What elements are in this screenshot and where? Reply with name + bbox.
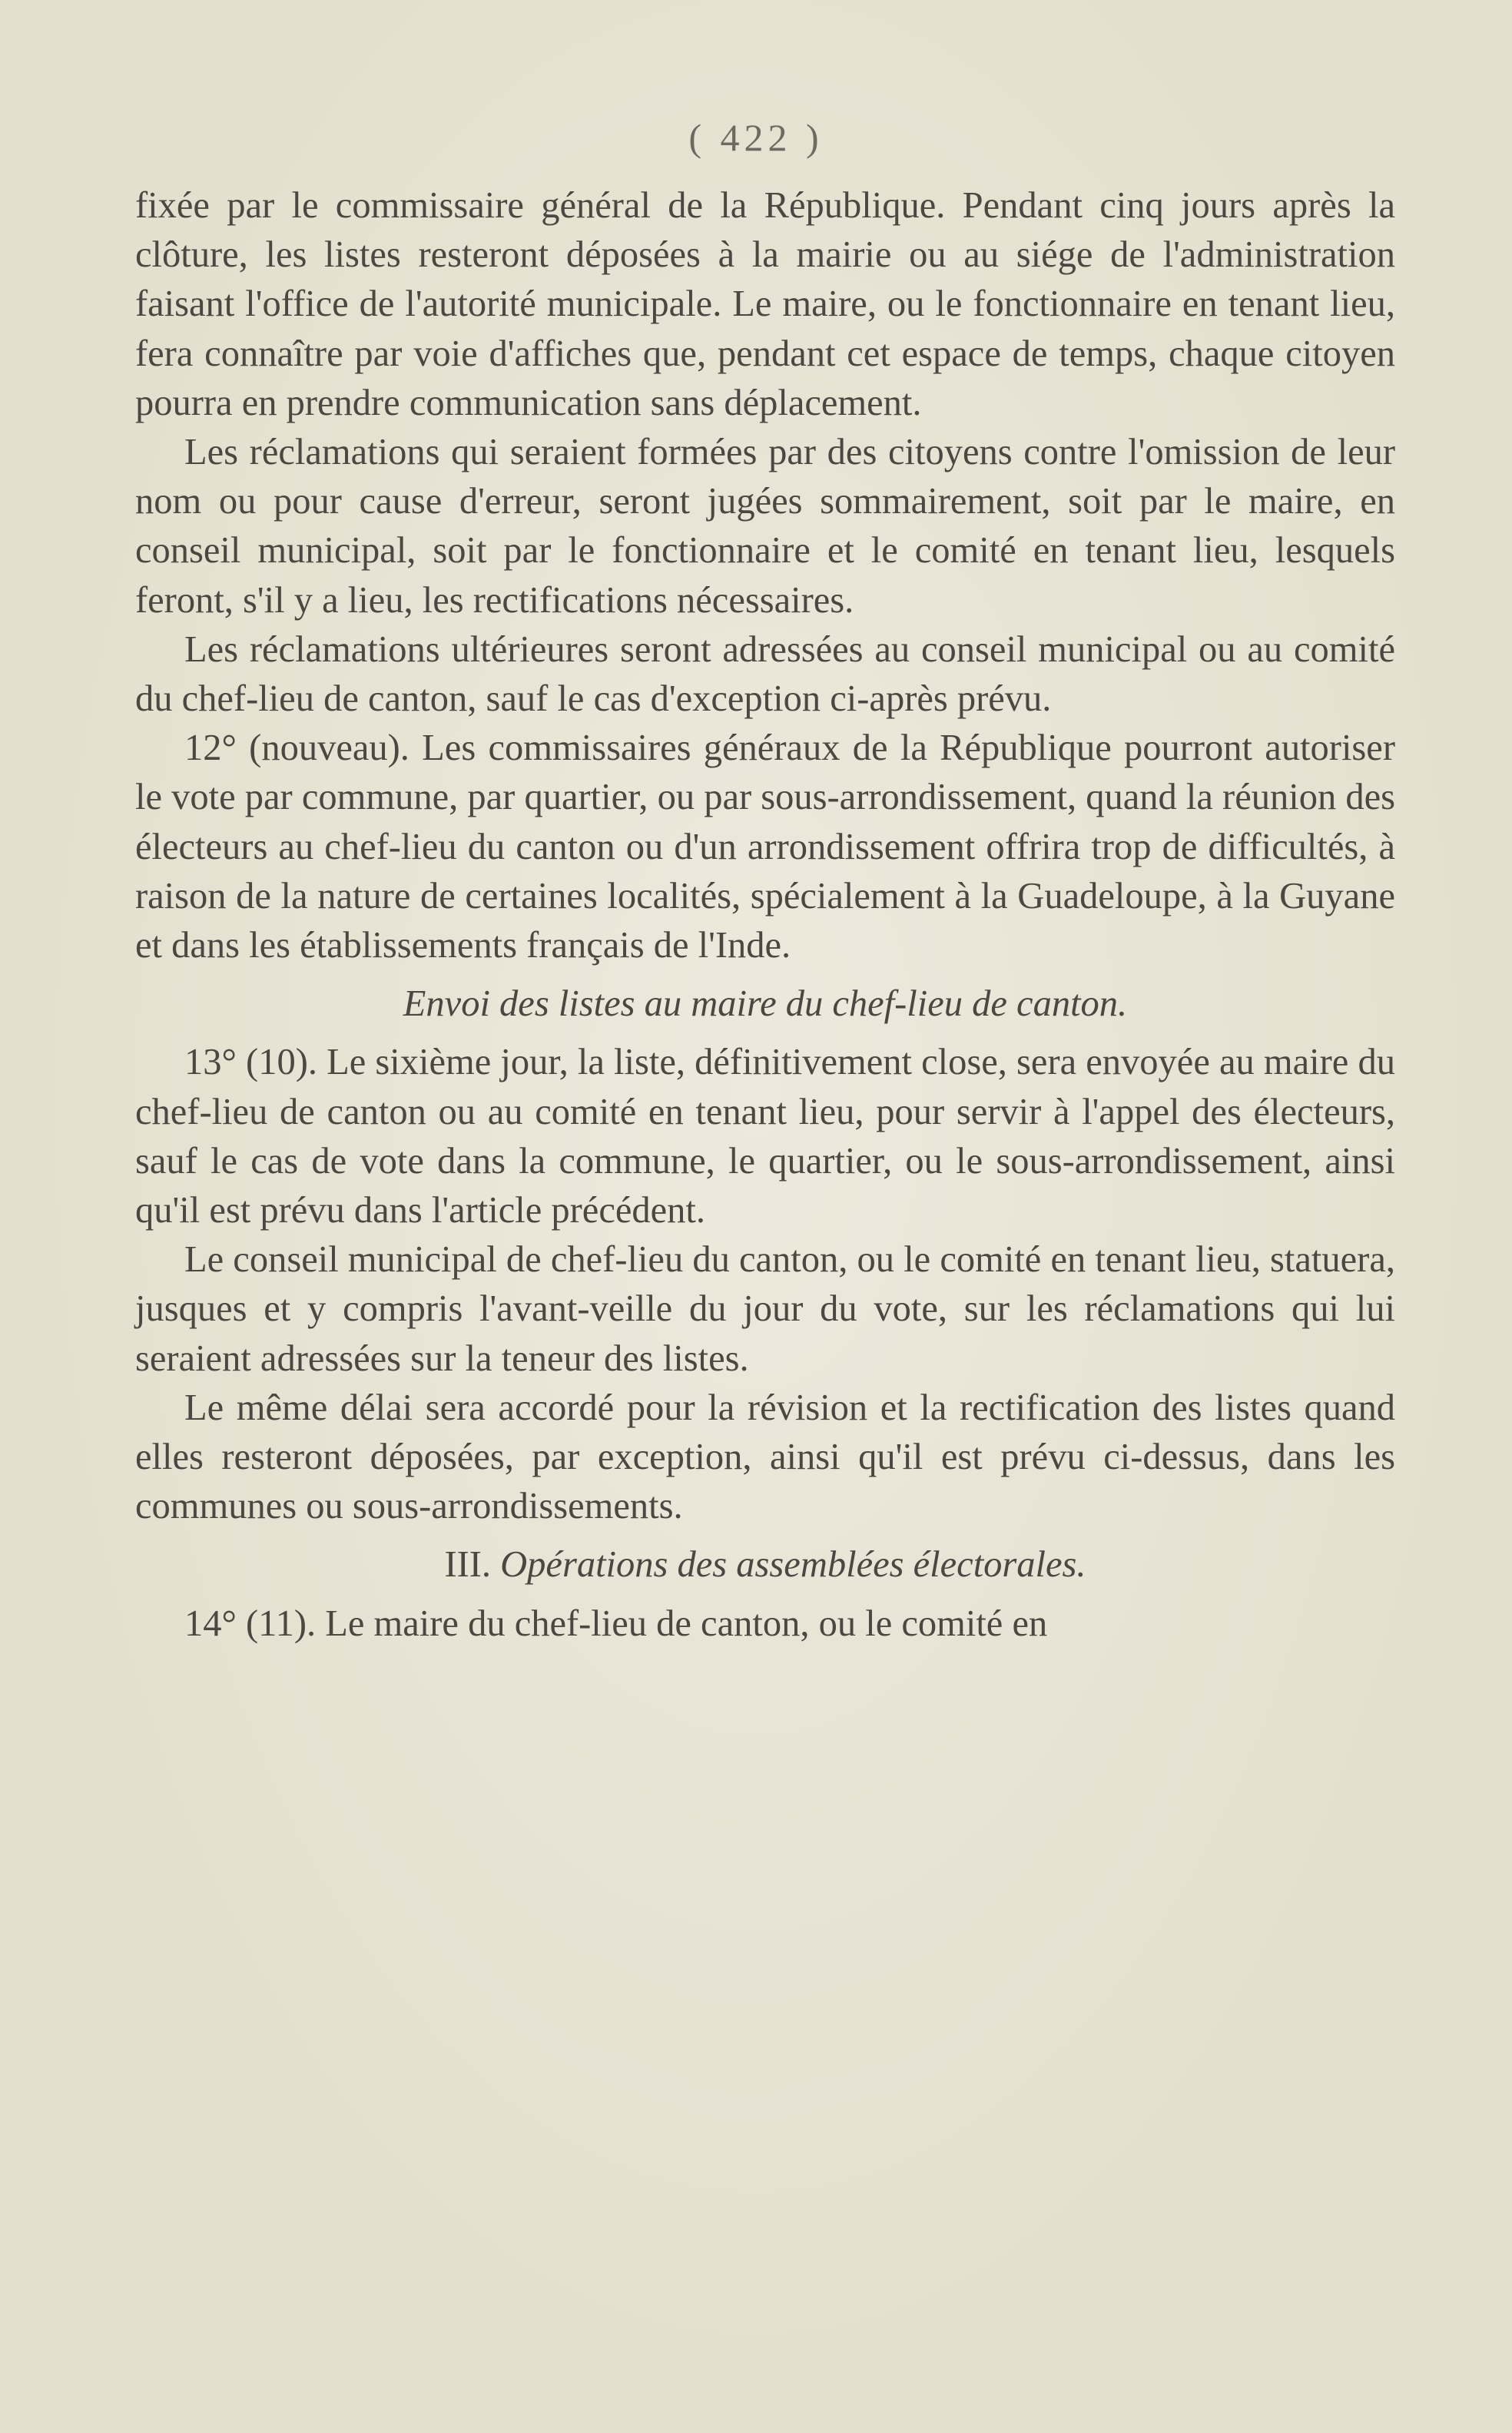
body-text <box>135 181 1395 1649</box>
paragraph-conseil-municipal: Le conseil municipal de chef-lieu du canton, ou le comité en tenant lieu, statuera, jusques et y compris l'avant-veille du jour du vote, sur les réclamations qui lui seraient adressées sur la teneur des listes. <box>135 1239 1395 1379</box>
page-number: ( 422 ) <box>688 116 824 159</box>
paragraph-article-13: 13° (10). Le sixième jour, la liste, définitivement close, sera envoyée au maire du chef-lieu de canton ou au comité en tenant lieu, pour servir à l'appel des électeurs, sauf le cas de vote dans la commune, le quartier, ou le sous-arrondissement, ainsi qu'il est prévu dans l'article précédent. <box>135 1042 1395 1231</box>
paragraph-reclamations-ulterieures: Les réclamations ultérieures seront adressées au conseil municipal ou au comité du chef-lieu de canton, sauf le cas d'exception ci-après prévu. <box>135 628 1395 720</box>
paragraph-article-14: 14° (11). Le maire du chef-lieu de canton, ou le comité en <box>184 1603 1048 1644</box>
section-title: Opérations des assemblées électorales. <box>500 1544 1086 1586</box>
paragraph-article-12: 12° (nouveau). Les commissaires généraux de la République pourront autoriser le vote par commune, par quartier, ou par sous-arrondissement, quand la réunion des électeurs au chef-lieu du canton ou d'un arrondissement offrira trop de difficultés, à raison de la nature de certaines localités, spécialement à la Guadeloupe, à la Guyane et dans les établissements français de l'Inde. <box>135 728 1395 966</box>
paragraph-reclamations: Les réclamations qui seraient formées par des citoyens contre l'omission de leur nom ou pour cause d'erreur, seront jugées sommairement, soit par le maire, en conseil municipal, soit par le fonctionnaire et le comité en tenant lieu, lesquels feront, s'il y a lieu, les rectifications nécessaires. <box>135 432 1395 621</box>
section-heading-envoi: Envoi des listes au maire du chef-lieu de canton. <box>403 983 1128 1025</box>
section-number: III. <box>444 1544 492 1586</box>
paragraph-continuation: fixée par le commissaire général de la République. Pendant cinq jours après la clôture, les listes resteront déposées à la mairie ou au siége de l'administration faisant l'office de l'autorité municipale. Le maire, ou le fonctionnaire en tenant lieu, fera connaître par voie d'affiches que, pendant cet espace de temps, chaque citoyen pourra en prendre communication sans déplacement. <box>135 185 1395 423</box>
section-heading-operations <box>135 1540 1395 1589</box>
paragraph-meme-delai: Le même délai sera accordé pour la révision et la rectification des listes quand elles resteront déposées, par exception, ainsi qu'il est prévu ci-dessus, dans les communes ou sous-arrondissements. <box>135 1387 1395 1527</box>
